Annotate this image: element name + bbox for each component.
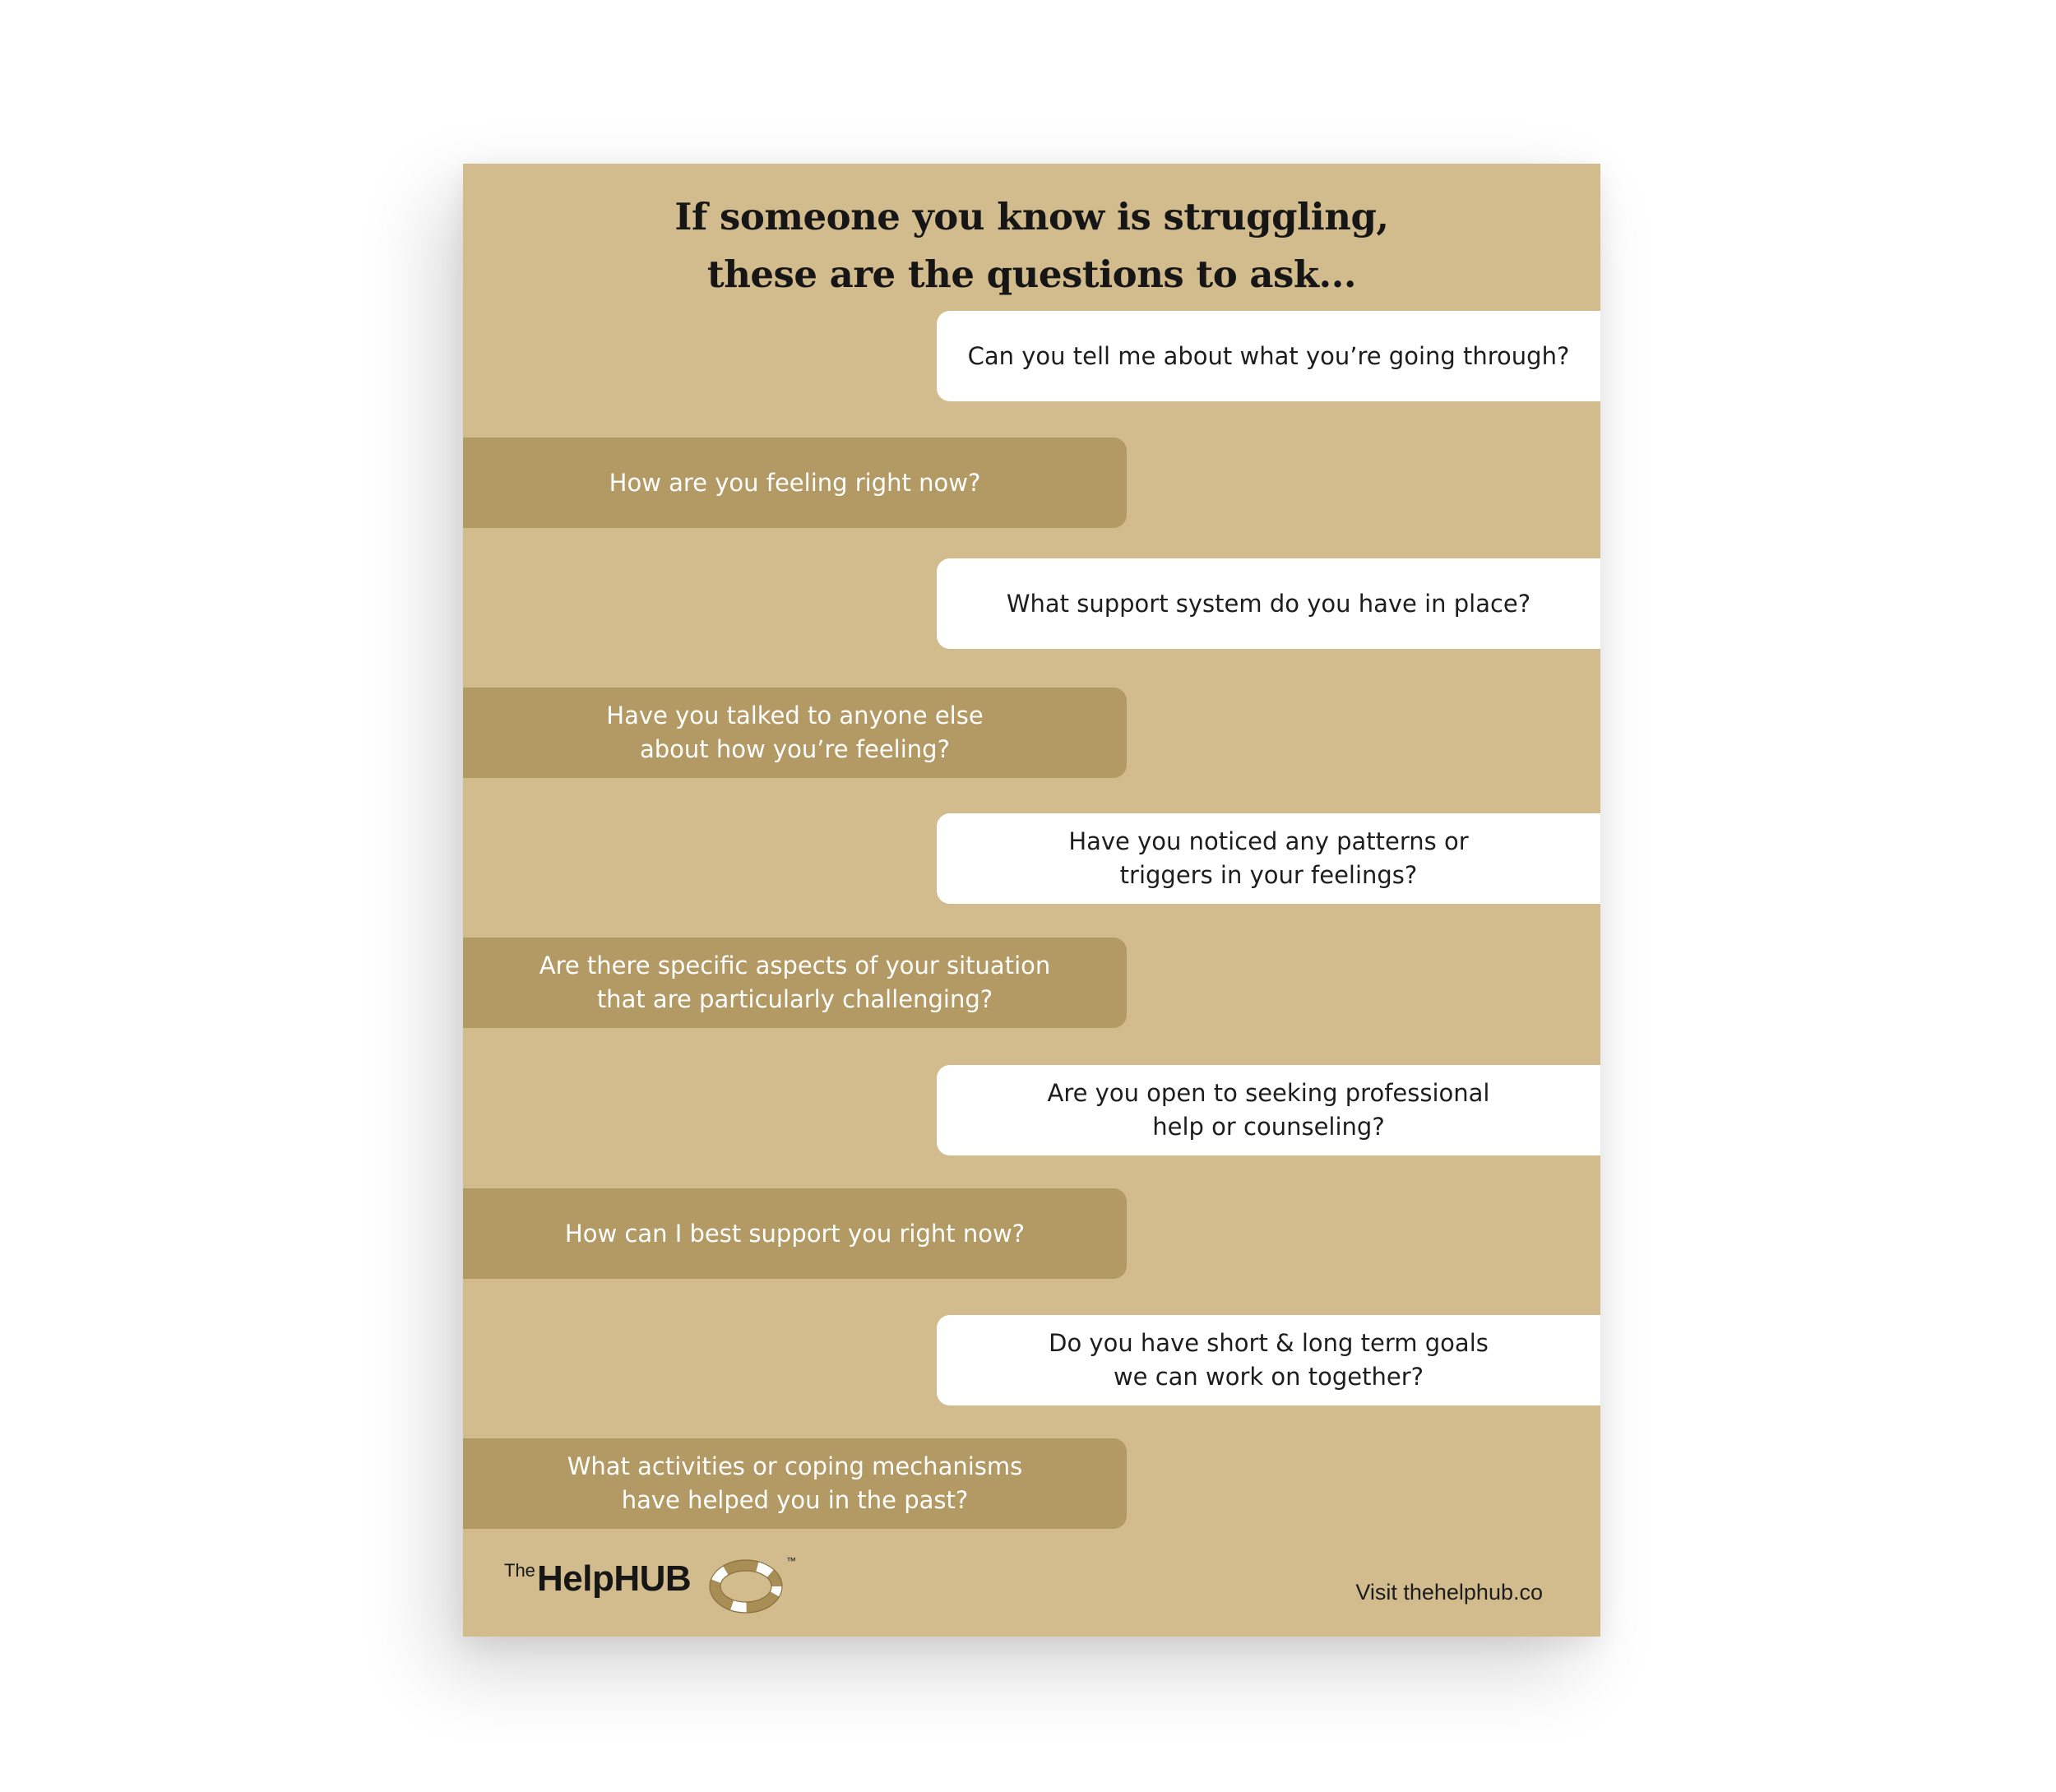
question-bubble-4: Have you talked to anyone else about how you’re feeling? [463, 688, 1127, 778]
question-bubble-9: Do you have short & long term goals we can work on together? [937, 1315, 1600, 1405]
question-bubble-5: Have you noticed any patterns or triggers in your feelings? [937, 813, 1600, 904]
question-bubble-1: Can you tell me about what you’re going through? [937, 311, 1600, 401]
title-line-2: these are the questions to ask... [706, 252, 1357, 296]
question-bubble-7: Are you open to seeking professional help or counseling? [937, 1065, 1600, 1155]
question-bubble-3: What support system do you have in place? [937, 558, 1600, 649]
question-bubble-6: Are there specific aspects of your situation that are particularly challenging? [463, 938, 1127, 1028]
title-line-1: If someone you know is struggling, [674, 195, 1389, 238]
helphub-logo [504, 1554, 850, 1619]
poster-title [463, 188, 1600, 303]
question-bubble-2: How are you feeling right now? [463, 438, 1127, 528]
poster [463, 164, 1600, 1637]
life-ring-icon [708, 1555, 784, 1614]
question-bubble-10: What activities or coping mechanisms have helped you in the past? [463, 1438, 1127, 1529]
logo-name: HelpHUB [537, 1558, 692, 1599]
logo-trademark: ™ [786, 1555, 796, 1567]
logo-prefix: The [504, 1560, 535, 1581]
visit-website-text: Visit thehelphub.co [1355, 1580, 1543, 1604]
question-bubble-8: How can I best support you right now? [463, 1188, 1127, 1279]
